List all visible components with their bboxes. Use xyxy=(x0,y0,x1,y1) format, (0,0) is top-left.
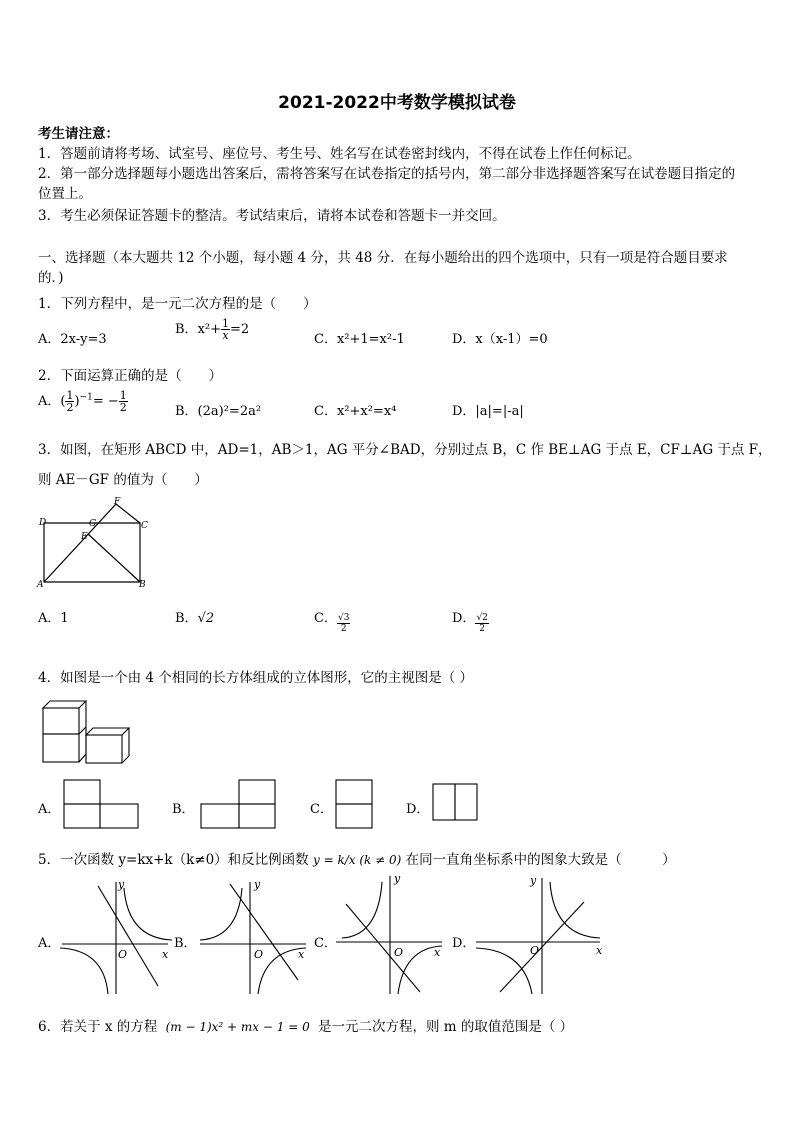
q3-option-a: A．1 xyxy=(38,611,69,626)
q3-stem-line1: 3．如图，在矩形 ABCD 中，AD=1，AB＞1，AG 平分∠BAD，分别过点 B，C 作 BE⊥AG 于点 E，CF⊥AG 于点 F， xyxy=(38,442,772,458)
linear-line xyxy=(346,904,420,992)
q2-a-den: 2 xyxy=(66,401,74,414)
label-b: B xyxy=(139,580,146,590)
q1-option-b-fraction xyxy=(221,318,230,341)
notice-heading: 考生请注意： xyxy=(38,126,119,142)
q2-option-a: A．( $\frac{1}{2}$ )$^{-1}$= − $\frac{1}{2}$ xyxy=(38,389,127,414)
q3-c-fraction xyxy=(337,613,350,634)
q1-option-b-post: =2 xyxy=(230,322,250,337)
q4-option-a-view xyxy=(62,778,142,832)
y-label: y xyxy=(254,878,261,891)
origin-label: O xyxy=(118,948,128,961)
q3-option-d xyxy=(452,607,489,634)
label-c: C xyxy=(141,521,148,531)
section-header-line2: 的．) xyxy=(38,270,64,286)
q5-stem-function: y = k/x (k ≠ 0) xyxy=(312,853,402,867)
q3-option-b-value: √2 xyxy=(197,611,215,626)
notice-item-3: 3．考生必须保证答题卡的整洁。考试结束后，请将本试卷和答题卡一并交回。 xyxy=(38,208,506,224)
y-label: y xyxy=(118,878,125,891)
x-label: x xyxy=(298,948,305,961)
label-e: E xyxy=(81,532,88,542)
x-label: x xyxy=(596,944,603,957)
section-header-line1: 一、选择题（本大题共 12 个小题，每小题 4 分，共 48 分．在每小题给出的四个选项中，只有一项是符合题目要求 xyxy=(38,250,728,266)
q1-b-numerator: 1 xyxy=(222,317,229,330)
line-af xyxy=(44,504,116,582)
q4-option-b-view xyxy=(199,778,279,832)
hyperbola-branch-1 xyxy=(200,888,242,940)
label-d: D xyxy=(39,518,47,528)
rectangle-abcd xyxy=(44,523,140,582)
q3-rectangle-figure xyxy=(36,496,156,590)
hyperbola-branch-2 xyxy=(60,948,108,994)
q3-c-num: √3 xyxy=(337,613,350,623)
q4-option-b-label: B． xyxy=(172,802,195,817)
q3-d-den: 2 xyxy=(479,624,486,634)
q3-d-fraction xyxy=(475,613,488,634)
q5-option-c-graph xyxy=(334,870,454,996)
q1-option-a: A．2x-y=3 xyxy=(38,332,107,347)
q4-option-d-view xyxy=(431,782,483,824)
q5-option-a-graph xyxy=(60,876,180,996)
origin-label: O xyxy=(254,948,264,961)
q5-stem xyxy=(38,848,676,868)
q6-stem xyxy=(38,1015,573,1035)
q6-equation: (m − 1)x² + mx − 1 = 0 xyxy=(165,1020,310,1034)
q5-option-c-label: C． xyxy=(314,936,337,951)
notice-item-2: 2．第一部分选择题每小题选出答案后，需将答案写在试卷指定的括号内，第二部分非选择题答案写在试卷题目指定的 xyxy=(38,166,736,182)
linear-line xyxy=(98,886,158,986)
q2-a-num: 1 xyxy=(66,389,74,402)
q5-option-d-graph xyxy=(472,872,608,996)
origin-label: O xyxy=(394,946,404,959)
q1-option-c: C．x²+1=x²-1 xyxy=(314,332,405,347)
x-label: x xyxy=(434,946,441,959)
q3-c-den: 2 xyxy=(340,624,347,634)
q5-option-d-label: D． xyxy=(452,936,476,951)
q1-b-denominator: x xyxy=(222,329,229,342)
hyperbola-branch-1 xyxy=(124,888,172,940)
linear-line xyxy=(230,884,298,980)
q1-stem: 1．下列方程中，是一元二次方程的是（ ） xyxy=(38,296,317,312)
y-label: y xyxy=(530,874,537,887)
q3-option-c xyxy=(314,607,350,634)
notice-item-2-cont: 位置上。 xyxy=(38,186,92,202)
q2-option-d: D．|a|=|-a| xyxy=(452,404,524,419)
q2-a-rnum: 1 xyxy=(119,389,127,402)
q3-option-b xyxy=(175,607,214,626)
q1-option-b-pre: x²+ xyxy=(197,322,221,337)
q4-option-c-label: C． xyxy=(310,802,333,817)
q2-a-rden: 2 xyxy=(119,401,127,414)
label-f: F xyxy=(114,497,121,507)
q5-option-a-label: A． xyxy=(38,936,61,951)
q1-option-b xyxy=(175,318,249,341)
q4-option-d-label: D． xyxy=(406,802,430,817)
q5-option-b-graph xyxy=(194,876,314,996)
q4-solid-figure xyxy=(40,698,132,766)
hyperbola-branch-1 xyxy=(342,882,382,938)
q5-stem-pre: 5．一次函数 y=kx+k（k≠0）和反比例函数 xyxy=(38,852,309,868)
x-label: x xyxy=(162,948,169,961)
q6-stem-pre: 6．若关于 x 的方程 xyxy=(38,1019,158,1035)
line-be xyxy=(88,534,140,582)
origin-label: O xyxy=(530,944,540,957)
y-label: y xyxy=(394,872,401,885)
q2-stem: 2．下面运算正确的是（ ） xyxy=(38,368,223,384)
q5-stem-post: 在同一直角坐标系中的图象大致是（ ） xyxy=(405,852,676,868)
q3-d-num: √2 xyxy=(476,613,488,623)
label-g: G xyxy=(89,519,97,529)
q3-stem-line2: 则 AE－GF 的值为（ ） xyxy=(38,472,208,488)
q2-option-b: B．(2a)²=2a² xyxy=(175,404,262,419)
q6-stem-post: 是一元二次方程，则 m 的取值范围是（ ） xyxy=(318,1019,574,1035)
q4-option-c-view xyxy=(334,778,376,832)
q3-option-d-label: D． xyxy=(452,611,476,626)
q1-option-b-label: B． xyxy=(175,322,198,337)
q2-a-fraction xyxy=(65,390,74,413)
page-title: 2021-2022中考数学模拟试卷 xyxy=(278,93,516,113)
q2-option-c: C．x²+x²=x⁴ xyxy=(314,404,397,419)
q4-option-a-label: A． xyxy=(38,802,61,817)
q3-option-c-label: C． xyxy=(314,611,337,626)
q5-option-b-label: B． xyxy=(174,936,197,951)
label-a: A xyxy=(37,580,44,590)
q2-a-exp: −1 xyxy=(79,392,93,403)
q2-option-a-label: A． xyxy=(38,394,61,409)
q4-stem: 4．如图是一个由 4 个相同的长方体组成的立体图形，它的主视图是（ ） xyxy=(38,670,474,686)
notice-item-1: 1．答题前请将考场、试室号、座位号、考生号、姓名写在试卷密封线内，不得在试卷上作任何标记。 xyxy=(38,146,641,162)
q2-a-rfraction xyxy=(119,390,128,413)
q1-option-d: D．x（x-1）=0 xyxy=(452,332,548,347)
q3-option-b-label: B． xyxy=(175,611,198,626)
q2-a-eq: = − xyxy=(92,394,119,409)
